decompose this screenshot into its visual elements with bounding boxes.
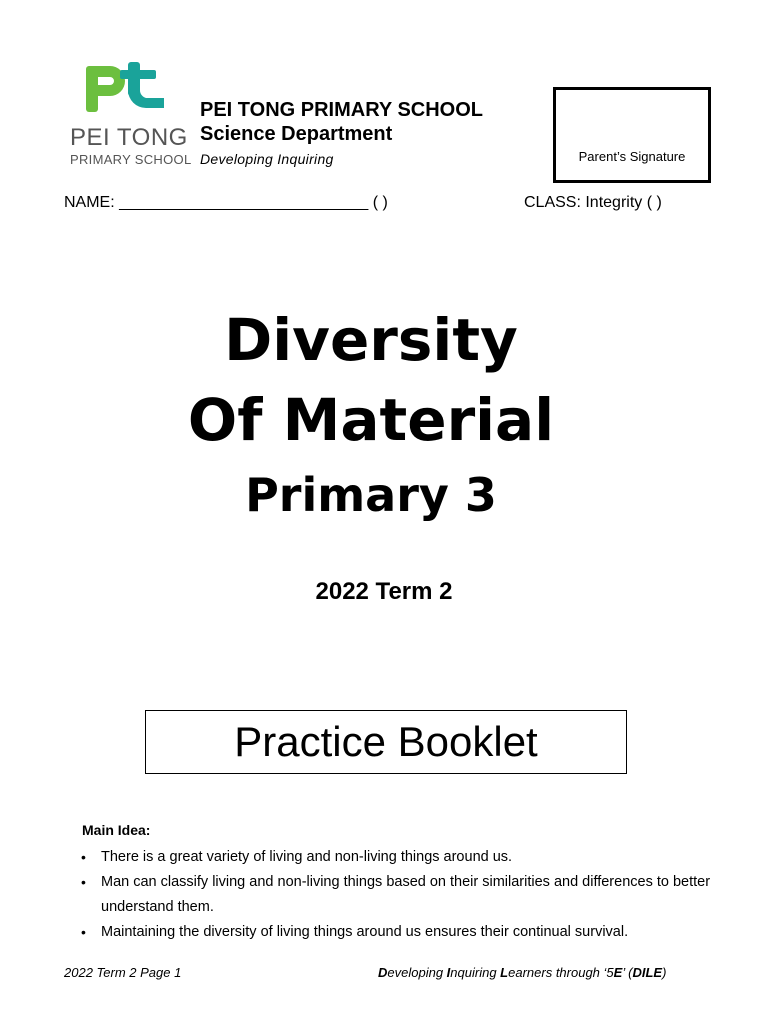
parent-signature-box[interactable] [553, 87, 711, 183]
school-name: PEI TONG PRIMARY SCHOOL [200, 99, 483, 121]
list-item: • Man can classify living and non-living things based on their similarities and differences to better understand them. [78, 870, 718, 920]
footer-page-number: 2022 Term 2 Page 1 [64, 965, 182, 980]
logo-subtitle: PRIMARY SCHOOL [70, 152, 192, 167]
tagline-part: D [378, 965, 388, 980]
tagline-part: eveloping [387, 965, 447, 980]
title-line-2: Of Material [187, 386, 555, 454]
main-idea-list [78, 845, 718, 945]
tagline-part: earners through ‘5 [508, 965, 614, 980]
logo-name: PEI TONG [70, 124, 188, 151]
school-motto: Developing Inquiring [200, 151, 334, 167]
title-line-1: Diversity [224, 306, 518, 374]
list-item: • There is a great variety of living and non-living things around us. [78, 845, 718, 870]
pt-logo-mark-icon [84, 62, 170, 116]
student-class-field[interactable]: CLASS: Integrity ( ) [524, 194, 662, 211]
main-idea-heading: Main Idea: [82, 822, 151, 838]
tagline-part: I [446, 965, 451, 980]
booklet-label: Practice Booklet [234, 718, 538, 765]
student-name-field[interactable]: NAME: ____________________________ ( ) [64, 194, 388, 211]
level-title: Primary 3 [245, 468, 497, 522]
list-item: • Maintaining the diversity of living things around us ensures their continual survival. [78, 920, 718, 945]
tagline-part: ’ ( [622, 965, 633, 980]
tagline-part: nquiring [450, 965, 501, 980]
department-name: Science Department [200, 123, 393, 145]
school-logo [68, 62, 192, 172]
tagline-part: E [613, 965, 623, 980]
tagline-part: DILE [632, 965, 663, 980]
signature-label: Parent’s Signature [578, 149, 686, 164]
booklet-label-box [145, 710, 627, 774]
tagline-part: ) [662, 965, 667, 980]
footer-tagline [378, 965, 666, 980]
tagline-part: L [500, 965, 509, 980]
term-label: 2022 Term 2 [315, 578, 453, 605]
